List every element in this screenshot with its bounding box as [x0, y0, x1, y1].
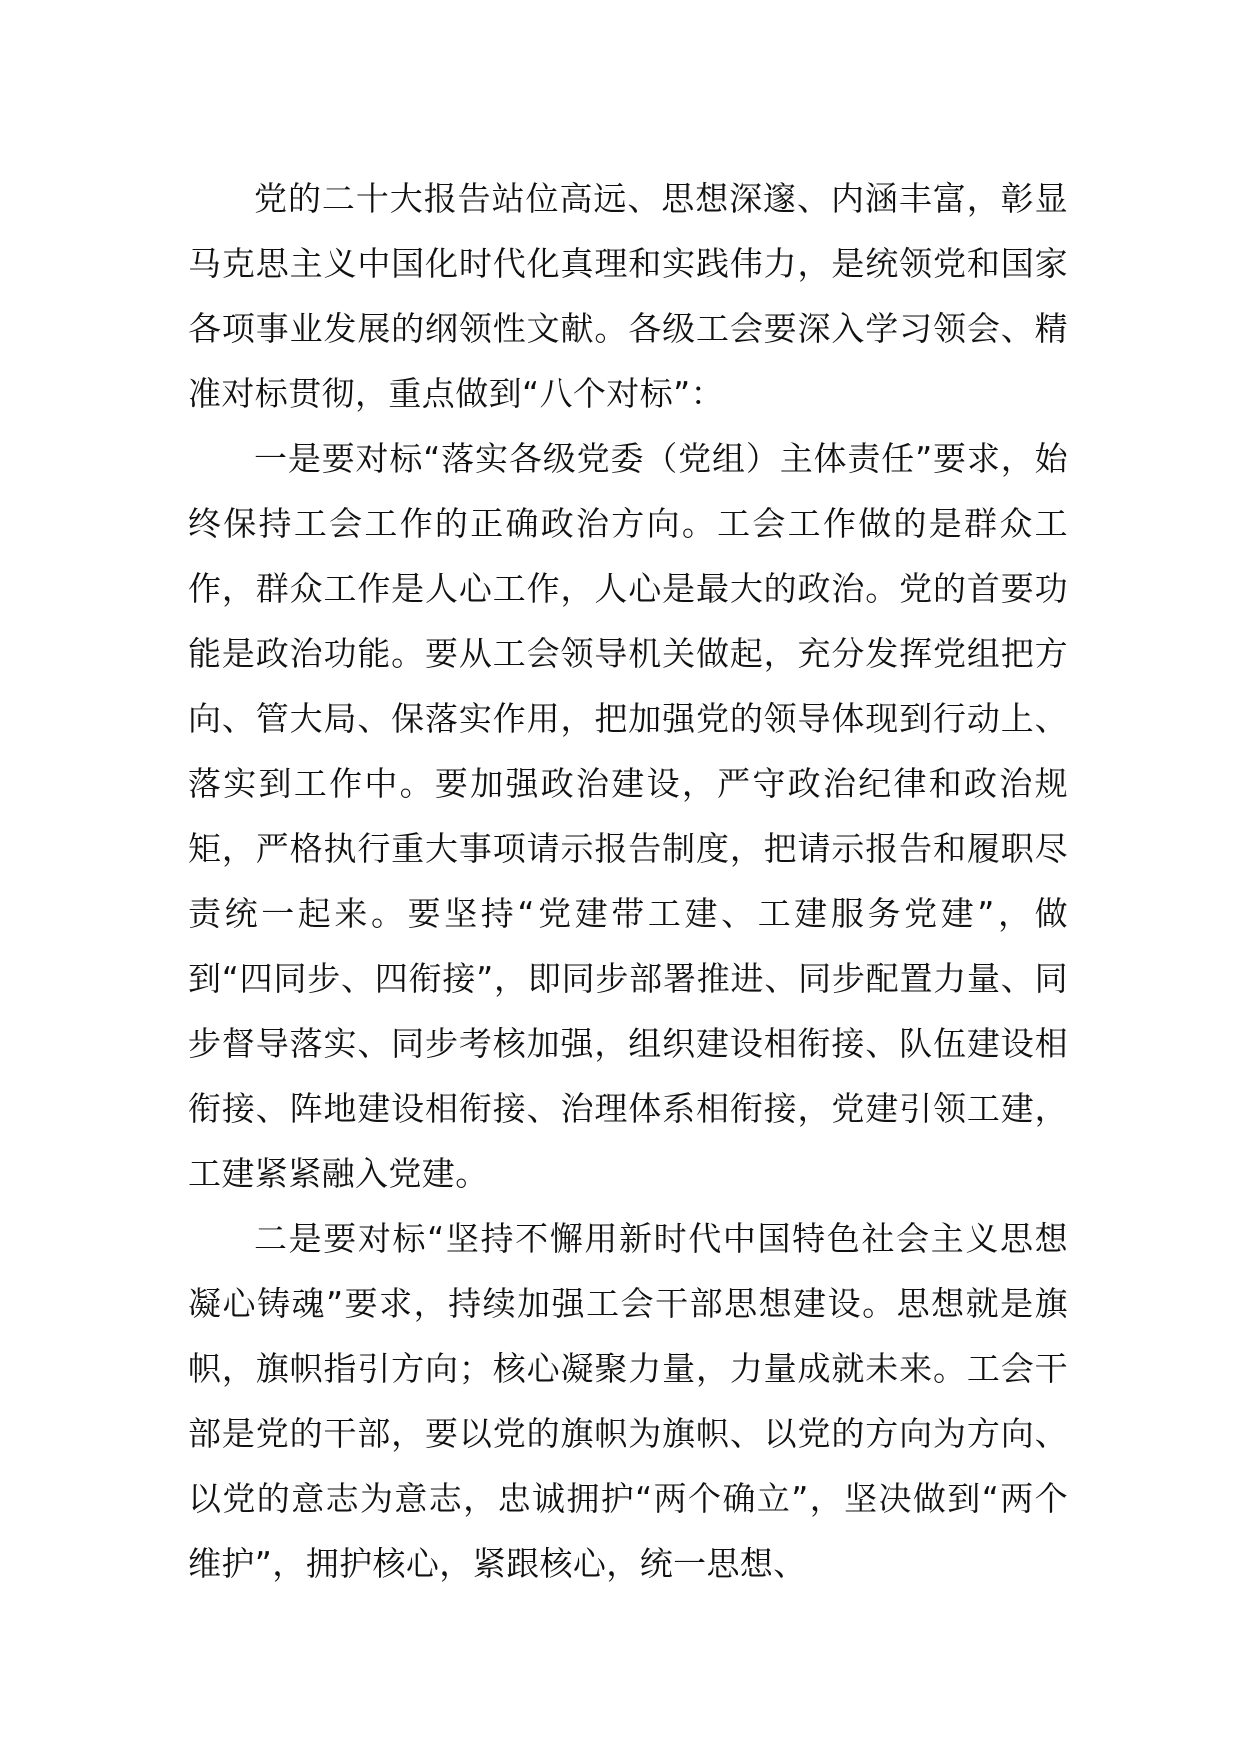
- document-body: [188, 166, 1068, 1596]
- paragraph-intro: 党的二十大报告站位高远、思想深邃、内涵丰富，彰显马克思主义中国化时代化真理和实践伟力，是统领党和国家各项事业发展的纲领性文献。各级工会要深入学习领会、精准对标贯彻，重点做到“八个对标”：: [188, 179, 1068, 413]
- paragraph-second-benchmark: 二是要对标“坚持不懈用新时代中国特色社会主义思想凝心铸魂”要求，持续加强工会干部思想建设。思想就是旗帜，旗帜指引方向；核心凝聚力量，力量成就未来。工会干部是党的干部，要以党的旗帜为旗帜、以党的方向为方向、以党的意志为意志，忠诚拥护“两个确立”，坚决做到“两个维护”，拥护核心，紧跟核心，统一思想、: [188, 1219, 1068, 1583]
- paragraph-first-benchmark: 一是要对标“落实各级党委（党组）主体责任”要求，始终保持工会工作的正确政治方向。工会工作做的是群众工作，群众工作是人心工作，人心是最大的政治。党的首要功能是政治功能。要从工会领导机关做起，充分发挥党组把方向、管大局、保落实作用，把加强党的领导体现到行动上、落实到工作中。要加强政治建设，严守政治纪律和政治规矩，严格执行重大事项请示报告制度，把请示报告和履职尽责统一起来。要坚持“党建带工建、工建服务党建”，做到“四同步、四衔接”，即同步部署推进、同步配置力量、同步督导落实、同步考核加强，组织建设相衔接、队伍建设相衔接、阵地建设相衔接、治理体系相衔接，党建引领工建，工建紧紧融入党建。: [188, 439, 1068, 1193]
